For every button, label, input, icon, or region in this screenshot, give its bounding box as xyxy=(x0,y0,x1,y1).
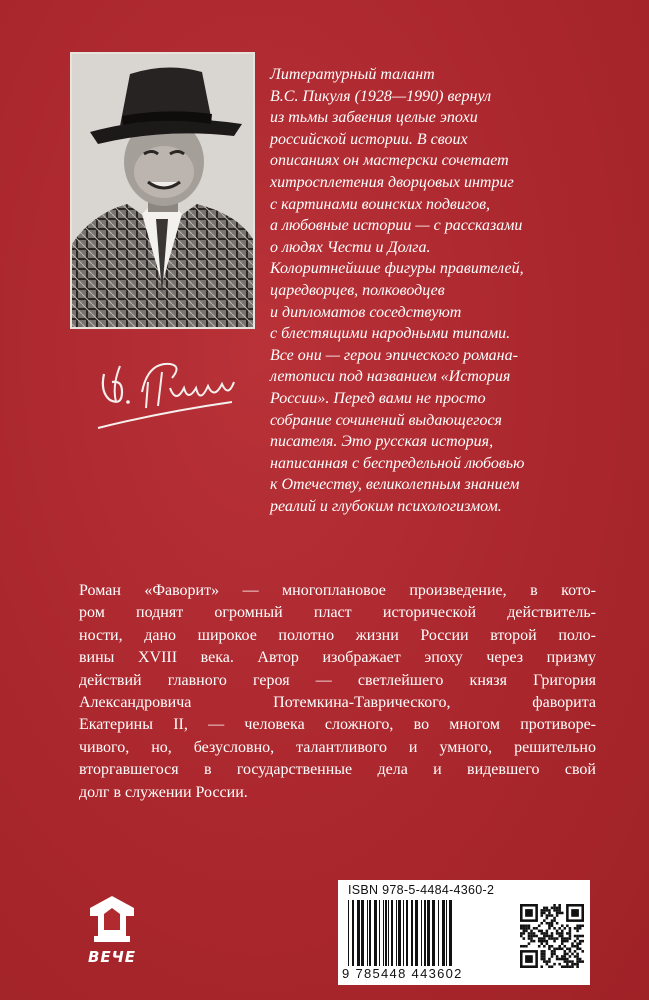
qr-module xyxy=(564,955,567,958)
qr-module xyxy=(576,937,579,940)
qr-module xyxy=(540,953,543,956)
qr-module xyxy=(540,942,543,945)
bio-line: хитросплетения дворцовых интриг xyxy=(270,173,514,191)
qr-module xyxy=(543,919,546,922)
bio-line: и дипломатов соседствуют xyxy=(270,303,462,321)
qr-module xyxy=(569,960,572,963)
qr-module xyxy=(556,955,559,958)
qr-module xyxy=(546,917,549,920)
barcode-bar xyxy=(411,900,413,966)
qr-module xyxy=(551,907,554,910)
qr-module xyxy=(543,960,546,963)
qr-module xyxy=(551,937,554,940)
qr-module xyxy=(553,953,556,956)
qr-module xyxy=(576,955,579,958)
qr-module xyxy=(581,924,584,927)
qr-module xyxy=(540,950,543,953)
qr-module xyxy=(548,912,551,915)
description-line: действий главного героя — светлейшего князя Григория xyxy=(79,671,596,689)
bio-line: а любовные истории — с рассказами xyxy=(270,217,523,235)
qr-module xyxy=(523,937,526,940)
qr-module xyxy=(576,958,579,961)
publisher-logo-text: ВЕЧЕ xyxy=(87,948,137,966)
qr-module xyxy=(561,948,564,951)
qr-module xyxy=(548,960,551,963)
qr-module xyxy=(528,942,531,945)
qr-module xyxy=(530,940,533,943)
qr-module xyxy=(556,932,559,935)
barcode-bar xyxy=(367,900,368,966)
qr-module xyxy=(561,955,564,958)
qr-module xyxy=(548,924,551,927)
qr-module xyxy=(561,965,564,968)
qr-module xyxy=(566,940,569,943)
qr-module xyxy=(551,945,554,948)
qr-module xyxy=(571,965,574,968)
qr-module xyxy=(543,958,546,961)
qr-module xyxy=(571,942,574,945)
barcode-bar xyxy=(442,900,445,966)
description-line: Роман «Фаворит» — многоплановое произведение, в кото- xyxy=(79,582,596,599)
qr-module xyxy=(525,924,528,927)
qr-module xyxy=(569,955,572,958)
qr-module xyxy=(558,932,561,935)
qr-module xyxy=(556,948,559,951)
barcode-bar xyxy=(388,900,389,966)
barcode-bar xyxy=(449,900,452,966)
qr-module xyxy=(548,935,551,938)
description-line: вторгавшегося в государственные дела и видевшего свой xyxy=(79,761,596,779)
qr-module xyxy=(566,965,569,968)
qr-module xyxy=(576,965,579,968)
barcode-bar xyxy=(421,900,422,966)
bio-line: российской истории. В своих xyxy=(270,130,468,148)
qr-module xyxy=(574,935,577,938)
barcode-bar xyxy=(424,900,426,966)
qr-module xyxy=(551,965,554,968)
qr-module xyxy=(576,930,579,933)
qr-module xyxy=(564,965,567,968)
qr-finder xyxy=(525,955,533,963)
qr-module xyxy=(579,942,582,945)
qr-module xyxy=(561,924,564,927)
qr-module xyxy=(546,935,549,938)
barcode-bar xyxy=(348,900,349,966)
qr-module xyxy=(564,940,567,943)
qr-module xyxy=(540,932,543,935)
qr-module xyxy=(548,937,551,940)
qr-module xyxy=(540,958,543,961)
qr-module xyxy=(576,953,579,956)
qr-module xyxy=(564,958,567,961)
qr-module xyxy=(579,935,582,938)
qr-module xyxy=(558,904,561,907)
qr-module xyxy=(581,940,584,943)
qr-module xyxy=(581,935,584,938)
qr-module xyxy=(551,924,554,927)
qr-module xyxy=(546,907,549,910)
qr-module xyxy=(571,963,574,966)
qr-module xyxy=(558,948,561,951)
qr-module xyxy=(561,942,564,945)
qr-module xyxy=(561,937,564,940)
qr-module xyxy=(543,945,546,948)
qr-module xyxy=(553,907,556,910)
barcode-bar xyxy=(369,900,371,966)
qr-module xyxy=(564,953,567,956)
qr-module xyxy=(558,907,561,910)
barcode-bar xyxy=(438,900,439,966)
qr-module xyxy=(551,914,554,917)
qr-module xyxy=(533,935,536,938)
qr-module xyxy=(553,948,556,951)
qr-module xyxy=(543,932,546,935)
qr-module xyxy=(546,932,549,935)
qr-module xyxy=(520,924,523,927)
barcode-bar xyxy=(403,900,404,966)
qr-module xyxy=(533,932,536,935)
qr-module xyxy=(540,940,543,943)
qr-module xyxy=(569,932,572,935)
bio-line: Все они — герои эпического романа- xyxy=(270,346,518,364)
qr-finder xyxy=(571,909,579,917)
qr-module xyxy=(538,937,541,940)
qr-module xyxy=(576,948,579,951)
qr-module xyxy=(558,963,561,966)
qr-module xyxy=(576,960,579,963)
qr-module xyxy=(543,955,546,958)
qr-module xyxy=(556,912,559,915)
bio-line: с блестящими народными типами. xyxy=(270,325,511,343)
barcode-bar xyxy=(383,900,384,966)
qr-module xyxy=(566,924,569,927)
qr-module xyxy=(581,960,584,963)
qr-module xyxy=(548,909,551,912)
qr-module xyxy=(574,963,577,966)
qr-module xyxy=(569,948,572,951)
qr-module xyxy=(546,960,549,963)
qr-module xyxy=(561,935,564,938)
bio-line: В.С. Пикуля (1928—1990) вернул xyxy=(270,87,492,105)
qr-module xyxy=(548,958,551,961)
description-line: Александровича Потемкина-Таврического, фаворита xyxy=(79,694,596,712)
description-line: вины XVIII века. Автор изображает эпоху через призму xyxy=(79,649,596,667)
qr-module xyxy=(543,950,546,953)
barcode-bar xyxy=(361,900,364,966)
bio-line: из тьмы забвения целые эпохи xyxy=(270,109,478,127)
barcode-bar xyxy=(446,900,447,966)
qr-module xyxy=(520,945,523,948)
qr-module xyxy=(551,953,554,956)
qr-module xyxy=(548,914,551,917)
barcode-bar xyxy=(352,900,354,966)
bio-line: реалий и глубоким психологизмом. xyxy=(270,497,502,515)
qr-module xyxy=(523,932,526,935)
qr-module xyxy=(564,945,567,948)
qr-module xyxy=(540,912,543,915)
qr-module xyxy=(551,950,554,953)
qr-module xyxy=(543,937,546,940)
author-photo xyxy=(70,52,255,329)
qr-module xyxy=(533,927,536,930)
bio-line: Колоритнейшие фигуры правителей, xyxy=(270,260,524,278)
qr-module xyxy=(538,924,541,927)
qr-module xyxy=(553,950,556,953)
qr-module xyxy=(540,922,543,925)
qr-module xyxy=(574,940,577,943)
qr-module xyxy=(556,937,559,940)
qr-module xyxy=(579,960,582,963)
bio-line: царедворцев, полководцев xyxy=(270,281,445,299)
qr-module xyxy=(571,945,574,948)
qr-module xyxy=(569,927,572,930)
qr-module xyxy=(553,940,556,943)
qr-module xyxy=(540,909,543,912)
qr-module xyxy=(553,927,556,930)
qr-module xyxy=(553,904,556,907)
description-line: чивого, но, безусловно, талантливого и умного, решительно xyxy=(79,738,596,756)
qr-module xyxy=(553,917,556,920)
qr-module xyxy=(556,922,559,925)
qr-module xyxy=(574,945,577,948)
qr-module xyxy=(558,927,561,930)
bio-line: России». Перед вами не просто xyxy=(270,389,486,407)
qr-module xyxy=(561,958,564,961)
barcode-bar xyxy=(385,900,387,966)
qr-module xyxy=(551,932,554,935)
qr-module xyxy=(566,948,569,951)
author-signature xyxy=(92,352,242,442)
qr-module xyxy=(556,907,559,910)
qr-module xyxy=(576,963,579,966)
qr-module xyxy=(546,922,549,925)
qr-module xyxy=(553,909,556,912)
qr-module xyxy=(576,935,579,938)
qr-module xyxy=(535,935,538,938)
qr-module xyxy=(530,937,533,940)
qr-module xyxy=(523,930,526,933)
qr-module xyxy=(564,950,567,953)
barcode-bar xyxy=(357,900,360,966)
qr-module xyxy=(571,960,574,963)
qr-module xyxy=(561,940,564,943)
qr-module xyxy=(551,935,554,938)
bio-line: о людях Чести и Долга. xyxy=(270,238,431,256)
qr-module xyxy=(571,953,574,956)
qr-module xyxy=(551,955,554,958)
qr-module xyxy=(581,950,584,953)
qr-module xyxy=(566,960,569,963)
qr-module xyxy=(548,922,551,925)
qr-module xyxy=(543,912,546,915)
qr-module xyxy=(530,932,533,935)
qr-module xyxy=(558,912,561,915)
qr-module xyxy=(540,965,543,968)
qr-module xyxy=(579,948,582,951)
qr-module xyxy=(548,945,551,948)
description-line: Екатерины II, — человека сложного, во многом противоре- xyxy=(79,716,596,734)
qr-module xyxy=(538,930,541,933)
qr-module xyxy=(574,955,577,958)
qr-module xyxy=(561,932,564,935)
qr-module xyxy=(543,907,546,910)
qr-module xyxy=(576,927,579,930)
qr-module xyxy=(553,963,556,966)
qr-module xyxy=(528,935,531,938)
qr-module xyxy=(569,937,572,940)
isbn-text: ISBN 978-5-4484-4360-2 xyxy=(348,883,495,897)
qr-module xyxy=(528,924,531,927)
qr-module xyxy=(525,930,528,933)
qr-module xyxy=(553,919,556,922)
qr-module xyxy=(533,940,536,943)
qr-module xyxy=(561,930,564,933)
qr-module xyxy=(520,927,523,930)
barcode-bar xyxy=(379,900,380,966)
qr-module xyxy=(538,945,541,948)
qr-module xyxy=(525,945,528,948)
qr-module xyxy=(546,942,549,945)
qr-module xyxy=(528,932,531,935)
barcode-bar xyxy=(415,900,418,966)
qr-module xyxy=(540,937,543,940)
bio-line: с картинами воинских подвигов, xyxy=(270,195,491,213)
qr-module xyxy=(579,927,582,930)
qr-module xyxy=(546,914,549,917)
qr-module xyxy=(576,942,579,945)
qr-module xyxy=(574,927,577,930)
qr-module xyxy=(543,953,546,956)
qr-module xyxy=(546,909,549,912)
bio-line: к Отечеству, великолепным знанием xyxy=(270,476,520,494)
qr-module xyxy=(523,945,526,948)
qr-module xyxy=(558,945,561,948)
qr-module xyxy=(543,940,546,943)
qr-module xyxy=(543,909,546,912)
qr-module xyxy=(574,950,577,953)
qr-module xyxy=(569,930,572,933)
qr-code xyxy=(520,904,584,968)
bio-line: писателя. Это русская история, xyxy=(270,433,494,451)
qr-module xyxy=(538,940,541,943)
qr-module xyxy=(556,930,559,933)
qr-module xyxy=(558,935,561,938)
barcode-bar xyxy=(427,900,430,966)
qr-module xyxy=(546,930,549,933)
qr-module xyxy=(540,955,543,958)
qr-module xyxy=(543,935,546,938)
qr-module xyxy=(523,924,526,927)
qr-module xyxy=(525,927,528,930)
qr-module xyxy=(551,919,554,922)
barcode-digits: 9 785448 443602 xyxy=(342,966,463,981)
qr-module xyxy=(553,937,556,940)
bio-line: Литературный талант xyxy=(270,66,435,83)
barcode-bar xyxy=(406,900,408,966)
bio-line: описаниях он мастерски сочетает xyxy=(270,152,509,170)
qr-module xyxy=(569,950,572,953)
qr-module xyxy=(566,937,569,940)
qr-module xyxy=(546,963,549,966)
qr-module xyxy=(564,960,567,963)
qr-module xyxy=(520,935,523,938)
bio-line: летописи под названием «История xyxy=(270,368,511,386)
qr-module xyxy=(523,927,526,930)
book-description xyxy=(79,580,596,804)
qr-module xyxy=(535,927,538,930)
qr-module xyxy=(530,930,533,933)
barcode-bar xyxy=(391,900,393,966)
description-line: ром поднят огромный пласт исторической действитель- xyxy=(79,604,596,622)
qr-module xyxy=(548,927,551,930)
description-line: ности, дано широкое полотно жизни России второй поло- xyxy=(79,626,596,644)
qr-finder xyxy=(525,909,533,917)
qr-module xyxy=(566,953,569,956)
barcode-bar xyxy=(432,900,435,966)
qr-module xyxy=(561,912,564,915)
qr-module xyxy=(540,930,543,933)
qr-module xyxy=(564,927,567,930)
qr-module xyxy=(548,965,551,968)
qr-module xyxy=(556,958,559,961)
qr-module xyxy=(564,937,567,940)
qr-module xyxy=(520,932,523,935)
qr-module xyxy=(558,958,561,961)
barcode xyxy=(346,900,512,966)
description-line: долг в служении России. xyxy=(79,783,248,801)
qr-module xyxy=(530,935,533,938)
qr-module xyxy=(579,958,582,961)
qr-module xyxy=(558,909,561,912)
barcode-bar xyxy=(374,900,377,966)
bio-line: собрание сочинений выдающегося xyxy=(270,411,502,429)
author-bio xyxy=(270,64,570,517)
qr-module xyxy=(576,924,579,927)
qr-module xyxy=(556,914,559,917)
qr-module xyxy=(566,963,569,966)
qr-module xyxy=(566,958,569,961)
barcode-bar xyxy=(396,900,397,966)
barcode-bar xyxy=(398,900,401,966)
qr-module xyxy=(548,948,551,951)
qr-module xyxy=(576,945,579,948)
qr-module xyxy=(579,924,582,927)
qr-module xyxy=(569,965,572,968)
qr-module xyxy=(556,909,559,912)
qr-module xyxy=(569,935,572,938)
bio-line: написанная с беспредельной любовью xyxy=(270,454,525,472)
qr-module xyxy=(579,940,582,943)
qr-module xyxy=(546,940,549,943)
qr-module xyxy=(528,927,531,930)
qr-module xyxy=(566,932,569,935)
qr-module xyxy=(528,937,531,940)
qr-module xyxy=(551,922,554,925)
qr-module xyxy=(540,914,543,917)
